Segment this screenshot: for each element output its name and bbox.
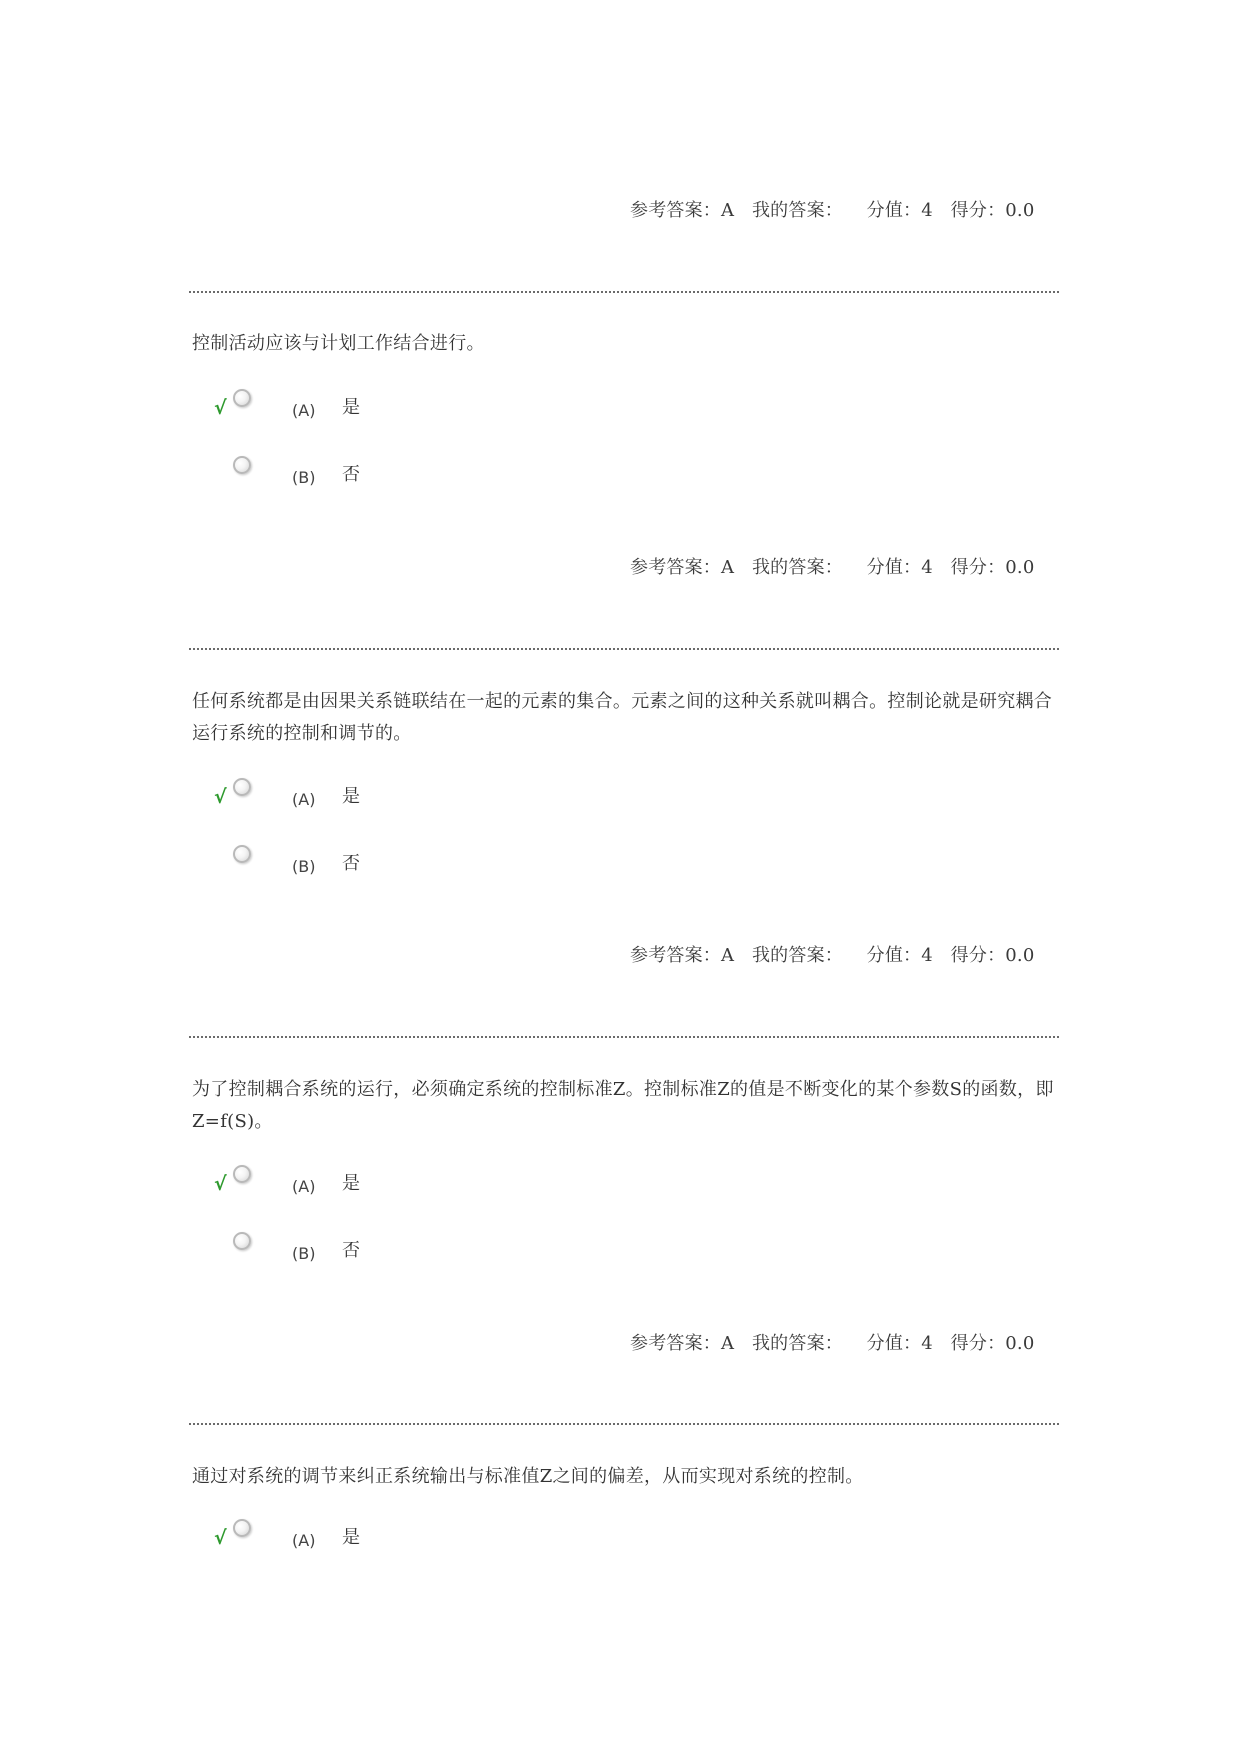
option-a[interactable] xyxy=(190,1165,590,1205)
option-text: 是 xyxy=(342,786,360,807)
radio-button-icon[interactable] xyxy=(233,389,251,407)
option-letter: (B) xyxy=(292,1244,316,1263)
question-text: 控制活动应该与计划工作结合进行。 xyxy=(192,333,485,354)
question-text: 为了控制耦合系统的运行，必须确定系统的控制标准Z。控制标准Z的值是不断变化的某个参数S的函数，即Z=f(S)。 xyxy=(192,1079,1054,1132)
check-icon: √ xyxy=(214,786,227,808)
radio-button-icon[interactable] xyxy=(233,778,251,796)
option-letter: (B) xyxy=(292,857,316,876)
option-b[interactable] xyxy=(190,456,590,496)
radio-button-icon[interactable] xyxy=(233,1165,251,1183)
radio-button-icon[interactable] xyxy=(233,456,251,474)
option-b[interactable] xyxy=(190,1232,590,1272)
option-letter: (A) xyxy=(292,790,316,809)
option-letter: (A) xyxy=(292,1177,316,1196)
score-line: 参考答案：A 我的答案： 分值：4 得分：0.0 xyxy=(630,945,1035,966)
score-line: 参考答案：A 我的答案： 分值：4 得分：0.0 xyxy=(630,200,1035,221)
radio-button-icon[interactable] xyxy=(233,1232,251,1250)
radio-button-icon[interactable] xyxy=(233,845,251,863)
score-line: 参考答案：A 我的答案： 分值：4 得分：0.0 xyxy=(630,1333,1035,1354)
question-text: 通过对系统的调节来纠正系统输出与标准值Z之间的偏差，从而实现对系统的控制。 xyxy=(192,1466,864,1487)
option-text: 否 xyxy=(342,1240,360,1261)
divider xyxy=(189,1036,1059,1038)
option-text: 是 xyxy=(342,1527,360,1548)
option-b[interactable] xyxy=(190,845,590,885)
check-icon: √ xyxy=(214,1527,227,1549)
check-icon: √ xyxy=(214,397,227,419)
option-a[interactable] xyxy=(190,1519,590,1559)
option-text: 否 xyxy=(342,853,360,874)
check-icon: √ xyxy=(214,1173,227,1195)
divider xyxy=(189,648,1059,650)
divider xyxy=(189,291,1059,293)
option-text: 否 xyxy=(342,464,360,485)
radio-button-icon[interactable] xyxy=(233,1519,251,1537)
option-a[interactable] xyxy=(190,389,590,429)
score-line: 参考答案：A 我的答案： 分值：4 得分：0.0 xyxy=(630,557,1035,578)
option-text: 是 xyxy=(342,1173,360,1194)
divider xyxy=(189,1423,1059,1425)
option-text: 是 xyxy=(342,397,360,418)
option-letter: (A) xyxy=(292,401,316,420)
question-text: 任何系统都是由因果关系链联结在一起的元素的集合。元素之间的这种关系就叫耦合。控制论就是研究耦合运行系统的控制和调节的。 xyxy=(192,691,1053,744)
option-letter: (A) xyxy=(292,1531,316,1550)
option-letter: (B) xyxy=(292,468,316,487)
option-a[interactable] xyxy=(190,778,590,818)
